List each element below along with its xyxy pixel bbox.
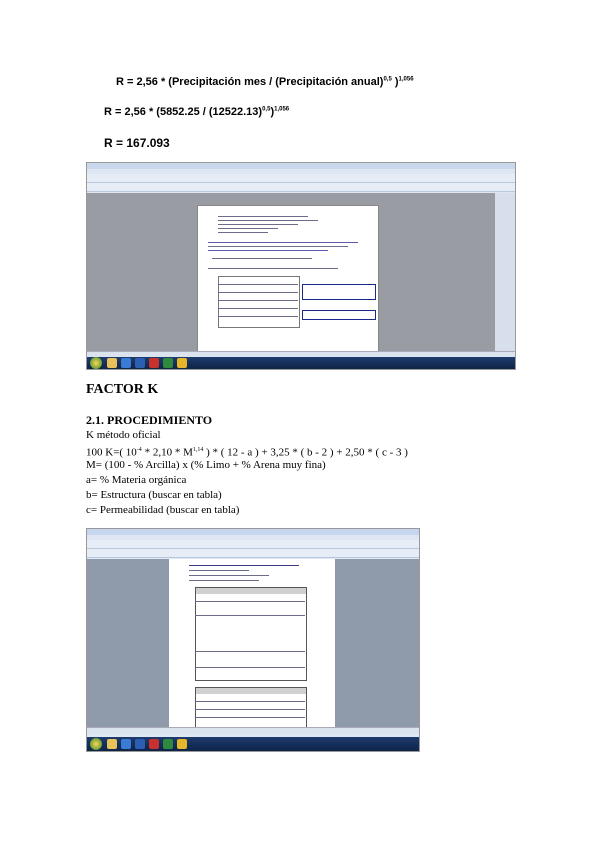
formula-r-general	[116, 76, 414, 88]
document-area-left	[87, 559, 169, 729]
m-definition: M= (100 - % Arcilla) x (% Limo + % Arena muy fina)	[86, 459, 326, 471]
text-line	[208, 250, 328, 251]
media-icon[interactable]	[121, 739, 131, 749]
k-formula-part: * 2,10 * M	[141, 446, 193, 459]
k-formula-sup: 1,14	[192, 447, 204, 453]
document-page	[197, 205, 379, 353]
table-header	[196, 588, 306, 594]
table-row-line	[195, 651, 305, 652]
text-line	[208, 268, 338, 269]
text-line	[218, 220, 318, 221]
text-line	[218, 224, 298, 225]
k-formula-line	[86, 444, 408, 460]
document-area-right	[335, 559, 419, 729]
formula-r-result: R = 167.093	[104, 136, 170, 150]
text-line	[218, 228, 278, 229]
toolbar-standard	[87, 174, 515, 183]
note-box	[302, 310, 376, 320]
pdf-icon[interactable]	[149, 358, 159, 368]
word-icon[interactable]	[135, 739, 145, 749]
c-definition: c= Permeabilidad (buscar en tabla)	[86, 504, 240, 516]
formula-exponent: 0,5	[383, 76, 392, 83]
text-line	[189, 565, 299, 566]
table-row-line	[195, 601, 305, 602]
toolbar-standard	[87, 540, 419, 549]
text-line	[208, 246, 348, 247]
toolbar-formatting	[87, 183, 515, 192]
table-row-line	[195, 701, 305, 702]
sidebar-panel	[495, 193, 515, 351]
text-line	[189, 575, 269, 576]
subheading: 2.1. PROCEDIMIENTO	[86, 413, 213, 427]
excel-icon[interactable]	[163, 358, 173, 368]
folder-icon[interactable]	[107, 739, 117, 749]
formula-exponent: 0,5	[262, 106, 271, 113]
chrome-icon[interactable]	[177, 358, 187, 368]
table-row-line	[218, 316, 298, 317]
formula-r-substituted-text: R = 2,56 * (5852.25 / (12522.13)	[104, 106, 263, 118]
table-row-line	[195, 615, 305, 616]
text-line	[208, 242, 358, 243]
formula-paren: )	[270, 106, 275, 118]
method-line: K método oficial	[86, 429, 161, 441]
taskbar	[87, 357, 515, 369]
folder-icon[interactable]	[107, 358, 117, 368]
text-line	[218, 216, 308, 217]
table-row-line	[218, 308, 298, 309]
k-formula-sup: -4	[136, 447, 142, 453]
section-heading: FACTOR K	[86, 382, 159, 397]
table-row-line	[195, 709, 305, 710]
text-line	[189, 570, 249, 571]
k-formula-part: 100 K=( 10	[86, 446, 137, 459]
taskbar	[87, 737, 419, 751]
status-bar	[87, 727, 419, 734]
table-row-line	[195, 667, 305, 668]
table-row-line	[218, 300, 298, 301]
text-line	[212, 258, 312, 259]
toolbar-formatting	[87, 549, 419, 558]
text-line	[218, 232, 268, 233]
media-icon[interactable]	[121, 358, 131, 368]
formula-r-general-text: R = 2,56 * (Precipitación mes / (Precipitación anual)	[116, 76, 384, 88]
chrome-icon[interactable]	[177, 739, 187, 749]
table-row-line	[195, 717, 305, 718]
screenshot-word-window	[86, 528, 420, 752]
b-definition: b= Estructura (buscar en tabla)	[86, 489, 222, 501]
pdf-icon[interactable]	[149, 739, 159, 749]
formula-paren: )	[394, 76, 399, 88]
formula-exponent: 1,056	[274, 106, 290, 113]
word-icon[interactable]	[135, 358, 145, 368]
excel-icon[interactable]	[163, 739, 173, 749]
table-header	[196, 688, 306, 694]
formula-r-substituted	[104, 106, 289, 118]
start-orb-icon[interactable]	[90, 357, 102, 369]
table-row-line	[218, 292, 298, 293]
screenshot-writer-window	[86, 162, 516, 370]
note-box	[302, 284, 376, 300]
formula-exponent: 1,056	[398, 76, 414, 83]
table-row-line	[218, 284, 298, 285]
start-orb-icon[interactable]	[90, 738, 102, 750]
text-line	[189, 580, 259, 581]
k-formula-part: ) * ( 12 - a ) + 3,25 * ( b - 2 ) + 2,50 * ( c - 3 )	[203, 446, 408, 459]
a-definition: a= % Materia orgánica	[86, 474, 187, 486]
document-page	[169, 559, 335, 729]
